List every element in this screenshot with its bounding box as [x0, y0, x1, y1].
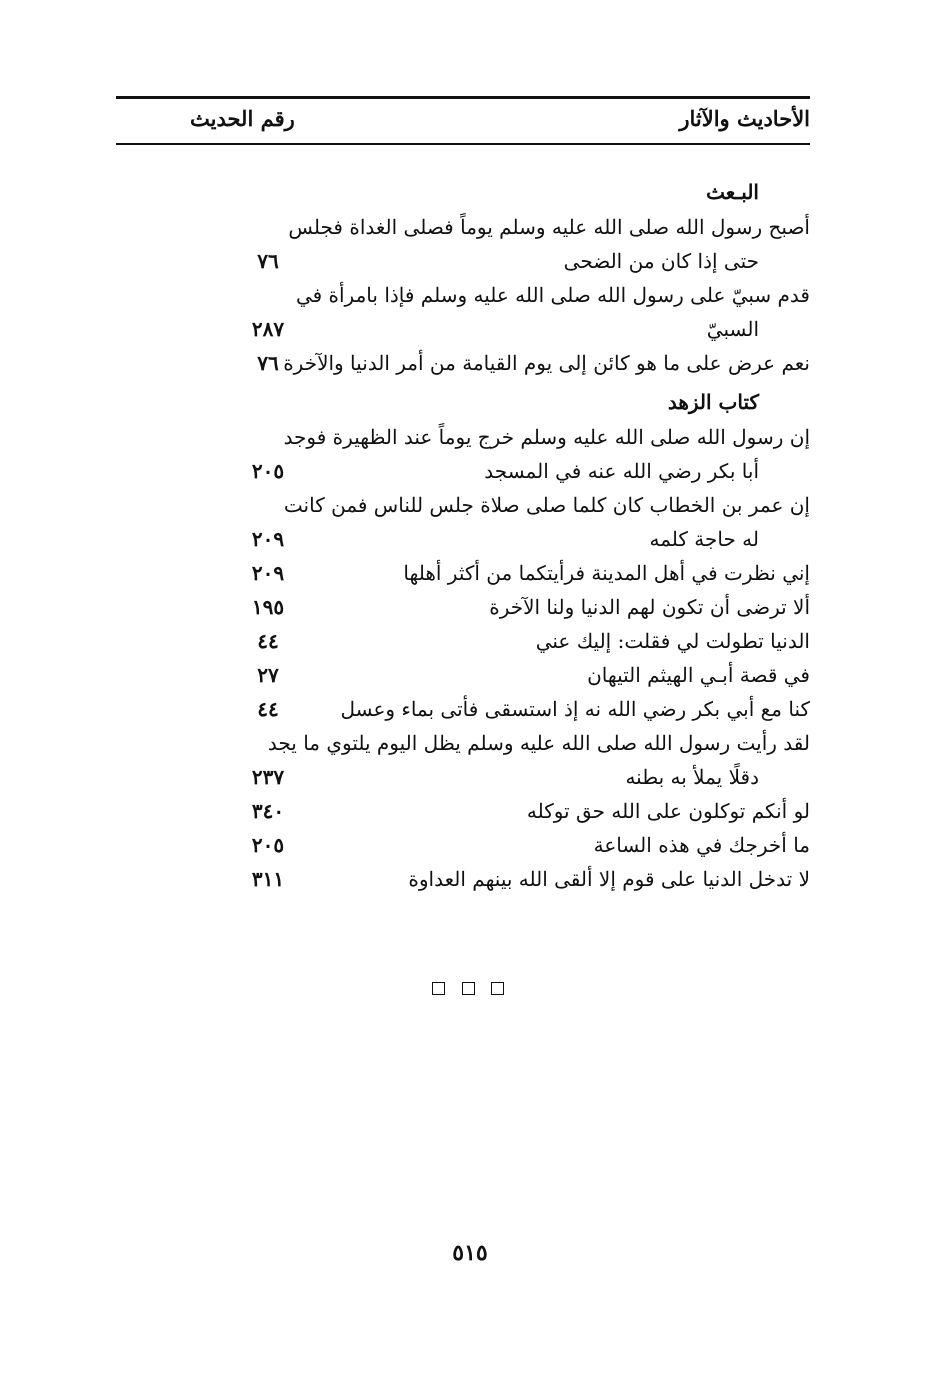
entry-line: كنا مع أبي بكر رضي الله نه إذ استسقى فأتى بماء وعسل: [340, 697, 810, 721]
hadith-number: ٤٤: [257, 697, 279, 721]
entry-line: لا تدخل الدنيا على قوم إلا ألقى الله بينهم العداوة: [408, 867, 810, 891]
index-entry: [0, 488, 939, 556]
square-ornament-icon: [462, 982, 475, 995]
hadith-number: ٤٤: [257, 629, 279, 653]
index-entry: [0, 590, 939, 624]
entry-line: لقد رأيت رسول الله صلى الله عليه وسلم يظل اليوم يلتوي ما يجد: [267, 731, 810, 755]
hadith-number: ٣١١: [251, 867, 285, 891]
entry-line: قدم سبيّ على رسول الله صلى الله عليه وسلم فإذا بامرأة في: [295, 283, 810, 307]
square-ornament-icon: [491, 982, 504, 995]
section-end-marks: [432, 982, 504, 995]
column-title-number: رقم الحديث: [190, 106, 295, 131]
index-entry: [0, 556, 939, 590]
entry-line: إن عمر بن الخطاب كان كلما صلى صلاة جلس للناس فمن كانت: [283, 493, 810, 517]
entry-line: دقلًا يملأ به بطنه: [625, 765, 759, 789]
entry-line: الدنيا تطولت لي فقلت: إليك عني: [535, 629, 810, 653]
entry-line: نعم عرض على ما هو كائن إلى يوم القيامة من أمر الدنيا والآخرة: [283, 351, 810, 375]
index-entry: [0, 624, 939, 658]
entry-line: ما أخرجك في هذه الساعة: [593, 833, 810, 857]
entry-line: لو أنكم توكلون على الله حق توكله: [526, 799, 810, 823]
section-title: كتاب الزهد: [667, 390, 759, 414]
index-entry: [0, 278, 939, 346]
entry-line: أصبح رسول الله صلى الله عليه وسلم يوماً فصلى الغداة فجلس: [288, 215, 810, 239]
index-entry: [0, 210, 939, 278]
hadith-number: ٢٠٩: [251, 561, 285, 585]
column-title-hadiths: الأحاديث والآثار: [679, 106, 810, 131]
header-bottom-rule: [116, 143, 810, 145]
index-list: [0, 170, 939, 896]
entry-line: له حاجة كلمه: [649, 527, 759, 551]
hadith-number: ٢٠٥: [251, 459, 285, 483]
hadith-number: ٧٦: [257, 351, 279, 375]
hadith-number: ٧٦: [257, 249, 279, 273]
entry-line: ألا ترضى أن تكون لهم الدنيا ولنا الآخرة: [489, 595, 810, 619]
hadith-number: ٢٣٧: [251, 765, 285, 789]
page-number: ٥١٥: [452, 1240, 488, 1266]
entry-line: إني نظرت في أهل المدينة فرأيتكما من أكثر أهلها: [403, 561, 810, 585]
index-entry: [0, 828, 939, 862]
entry-line: إن رسول الله صلى الله عليه وسلم خرج يوماً عند الظهيرة فوجد: [283, 425, 810, 449]
hadith-number: ٢٠٩: [251, 527, 285, 551]
hadith-number: ٢٧: [257, 663, 279, 687]
header-top-rule: [116, 96, 810, 99]
square-ornament-icon: [432, 982, 445, 995]
entry-line: أبا بكر رضي الله عنه في المسجد: [484, 459, 759, 483]
hadith-number: ٢٠٥: [251, 833, 285, 857]
index-entry: [0, 794, 939, 828]
hadith-number: ٢٨٧: [251, 317, 285, 341]
entry-line: حتى إذا كان من الضحى: [563, 249, 759, 273]
index-entry: [0, 346, 939, 380]
index-entry: [0, 862, 939, 896]
index-entry: [0, 420, 939, 488]
index-entry: [0, 692, 939, 726]
hadith-number: ٣٤٠: [251, 799, 285, 823]
index-entry: [0, 658, 939, 692]
entry-line: في قصة أبـي الهيثم التيهان: [587, 663, 810, 687]
entry-line: السبيّ: [706, 317, 759, 341]
section-title: البـعث: [706, 180, 759, 204]
hadith-number: ١٩٥: [251, 595, 285, 619]
index-entry: [0, 726, 939, 794]
